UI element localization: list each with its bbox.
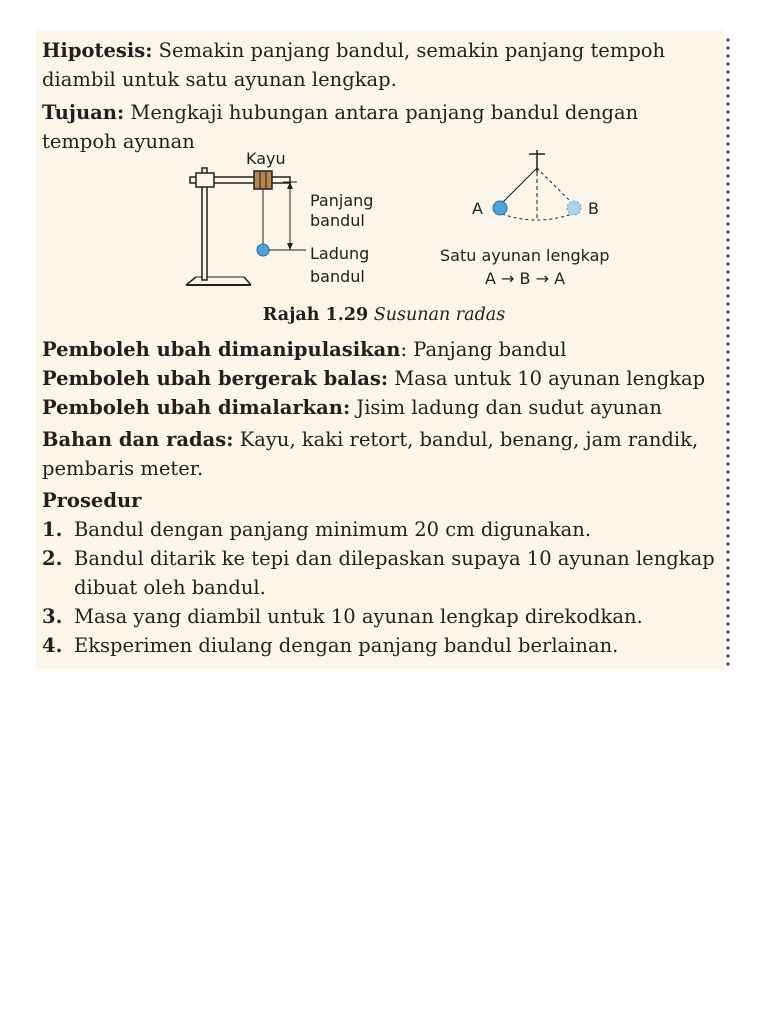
label-bandul-1: bandul <box>310 211 365 230</box>
manipulated-label: Pemboleh ubah dimanipulasikan <box>42 338 401 361</box>
procedure-step-1 <box>42 515 591 544</box>
procedure-step-2 <box>42 544 715 573</box>
bob-position-b <box>567 201 581 215</box>
procedure-title-text: Prosedur <box>42 489 142 512</box>
label-bandul-2: bandul <box>310 267 365 286</box>
step-4-number: 4. <box>42 634 63 657</box>
objective-line-2: tempoh ayunan <box>42 130 195 153</box>
swing-string-b <box>537 168 572 203</box>
wood-block <box>254 171 272 189</box>
label-ladung: Ladung <box>310 244 370 263</box>
stand-base-edge-right <box>244 277 251 285</box>
apparatus-diagram <box>176 140 676 300</box>
hypothesis-line-1 <box>42 36 665 65</box>
hypothesis-label: Hipotesis: <box>42 39 153 62</box>
bob-position-a <box>493 201 507 215</box>
step-2-number: 2. <box>42 547 63 570</box>
length-arrow-head-down <box>287 243 293 250</box>
responding-label: Pemboleh ubah bergerak balas: <box>42 367 389 390</box>
fixed-label: Pemboleh ubah dimalarkan: <box>42 396 351 419</box>
label-swing-path: A → B → A <box>485 269 566 288</box>
label-point-b: B <box>588 199 599 218</box>
objective-text-1: Mengkaji hubungan antara panjang bandul dengan <box>124 101 639 124</box>
responding-value: Masa untuk 10 ayunan lengkap <box>388 367 706 390</box>
step-3-text: Masa yang diambil untuk 10 ayunan lengkap direkodkan. <box>74 605 643 628</box>
label-kayu: Kayu <box>246 149 286 168</box>
materials-text-1: Kayu, kaki retort, bandul, benang, jam randik, <box>233 428 699 451</box>
hypothesis-text-1: Semakin panjang bandul, semakin panjang tempoh <box>152 39 666 62</box>
objective-label: Tujuan: <box>42 101 125 124</box>
materials-line-2: pembaris meter. <box>42 457 204 480</box>
variable-fixed <box>42 393 662 422</box>
hypothesis-line-2: diambil untuk satu ayunan lengkap. <box>42 68 397 91</box>
step-4-text: Eksperimen diulang dengan panjang bandul berlainan. <box>74 634 619 657</box>
procedure-title <box>42 486 141 515</box>
variable-manipulated <box>42 335 567 364</box>
materials-label: Bahan dan radas: <box>42 428 234 451</box>
figure-caption <box>0 302 768 328</box>
pendulum-bob <box>257 244 269 256</box>
step-1-number: 1. <box>42 518 63 541</box>
label-panjang: Panjang <box>310 191 374 210</box>
boss-head <box>196 173 214 187</box>
label-swing-title: Satu ayunan lengkap <box>440 246 610 265</box>
step-3-number: 3. <box>42 605 63 628</box>
step-1-text: Bandul dengan panjang minimum 20 cm digunakan. <box>74 518 592 541</box>
fixed-value: Jisim ladung dan sudut ayunan <box>350 396 662 419</box>
caption-text: Susunan radas <box>368 305 506 325</box>
caption-number: Rajah 1.29 <box>262 305 369 325</box>
step-2-text-1: Bandul ditarik ke tepi dan dilepaskan supaya 10 ayunan lengkap <box>74 547 715 570</box>
variable-responding <box>42 364 705 393</box>
objective-line-1 <box>42 98 638 127</box>
procedure-step-3 <box>42 602 643 631</box>
dotted-border <box>726 36 730 668</box>
procedure-step-2-cont: dibuat oleh bandul. <box>74 576 266 599</box>
manipulated-value: : Panjang bandul <box>400 338 567 361</box>
swing-string-a <box>502 168 537 203</box>
procedure-step-4 <box>42 631 618 660</box>
stand-base-edge-left <box>186 277 196 285</box>
materials-line-1 <box>42 425 698 454</box>
label-point-a: A <box>472 199 483 218</box>
